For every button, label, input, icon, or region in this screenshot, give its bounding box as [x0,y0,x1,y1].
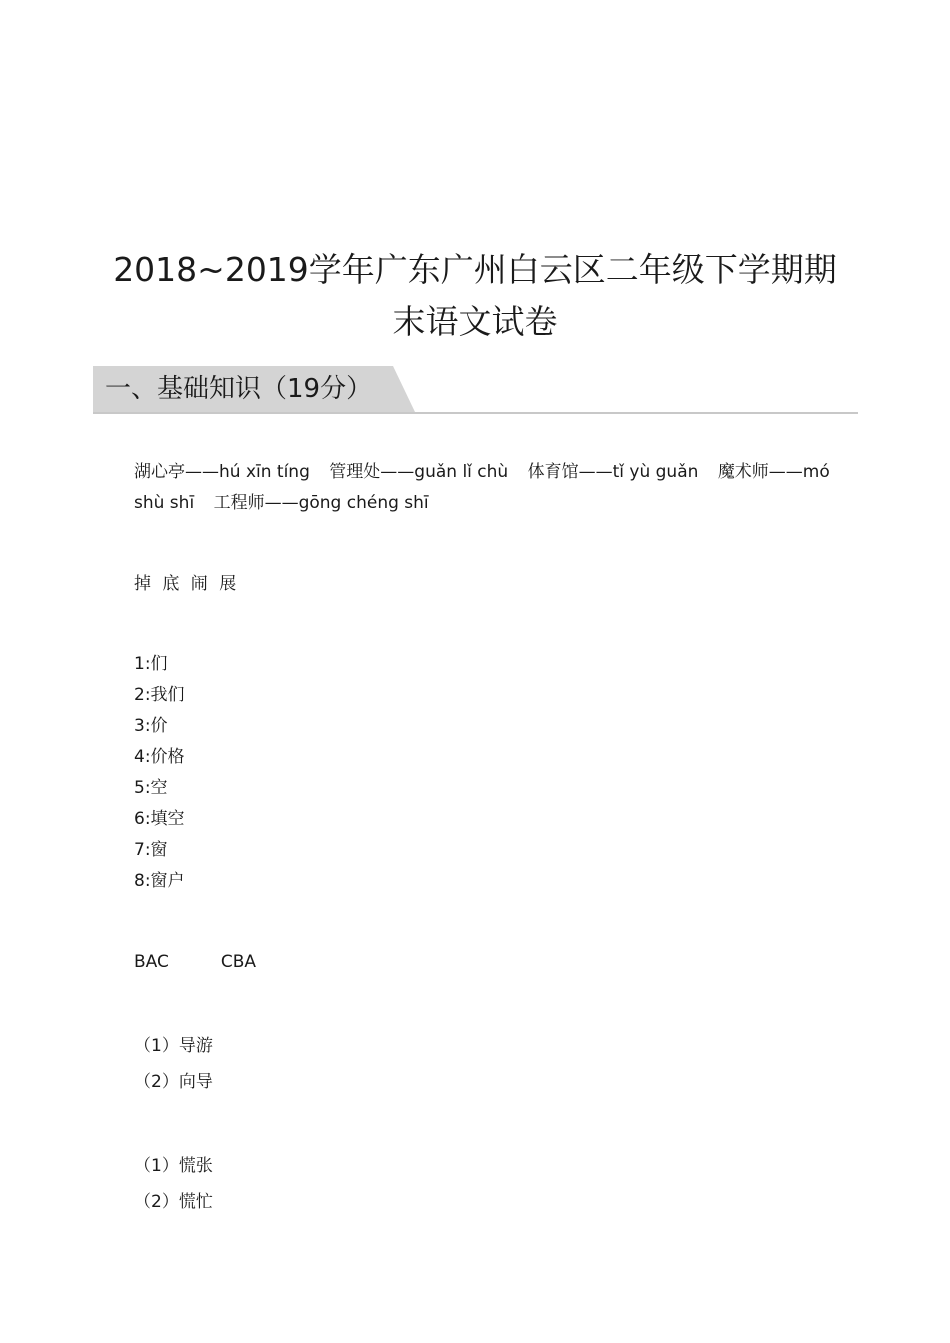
numbered-item: 5:空 [134,778,168,798]
section-header [93,366,858,414]
answer-group-a [134,1028,213,1100]
title-line-1: 2018~2019学年广东广州白云区二年级下学期期 [113,250,837,290]
pinyin-pair: 工程师——gōng chéng shī [213,493,429,513]
numbered-item: 6:填空 [134,809,185,829]
document-title [95,244,855,348]
numbered-item: 2:我们 [134,685,185,705]
title-line-2: 末语文试卷 [392,302,558,342]
numbered-item: 8:窗户 [134,871,185,891]
list-item: （1）导游 [134,1036,213,1056]
numbered-item: 7:窗 [134,840,168,860]
numbered-item: 3:价 [134,716,168,736]
list-item: （2）向导 [134,1072,213,1092]
order-answer: CBA [220,952,257,972]
list-item: （1）慌张 [134,1156,213,1176]
pinyin-pair: 湖心亭——hú xīn tíng [134,462,310,482]
order-answer: BAC [134,952,169,972]
numbered-item: 1:们 [134,654,168,674]
pinyin-answers [134,457,849,519]
section-title: 一、基础知识（19分） [105,374,373,404]
character-answers: 掉 底 闹 展 [134,574,240,594]
numbered-item: 4:价格 [134,747,185,767]
numbered-answers [134,649,185,897]
pinyin-pair: 体育馆——tǐ yù guǎn [527,462,699,482]
answer-group-b [134,1148,213,1220]
list-item: （2）慌忙 [134,1192,213,1212]
pinyin-pair: 魔术师——mó shù shī [134,462,830,513]
order-answers [134,947,256,978]
pinyin-pair: 管理处——guǎn lǐ chù [329,462,509,482]
